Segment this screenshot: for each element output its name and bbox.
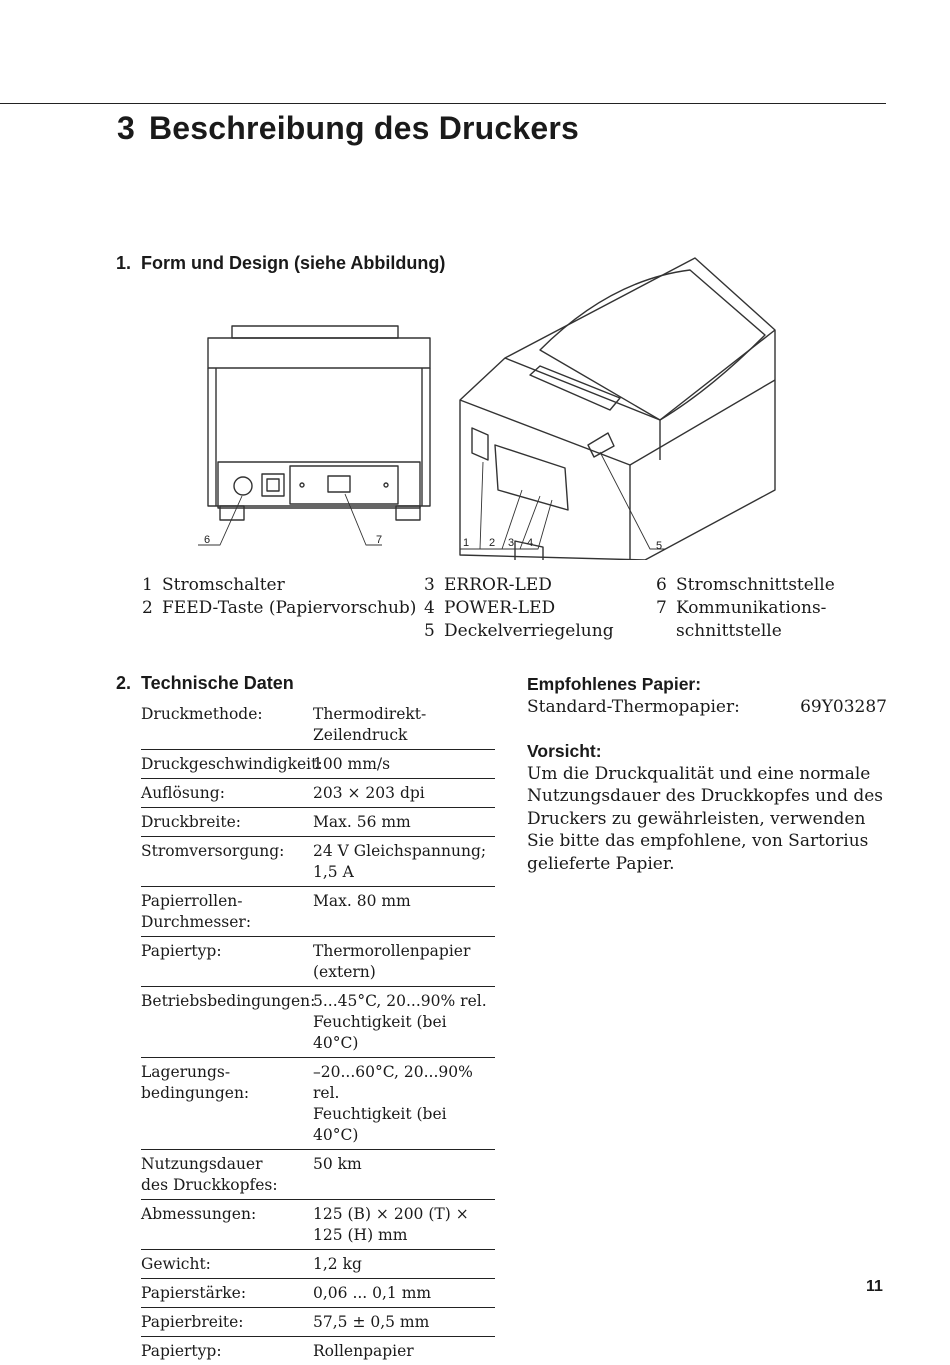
page-number: 11 — [866, 1278, 883, 1295]
legend-item: 5 Deckelverriegelung — [424, 621, 614, 641]
spec-label: Papierbreite: — [141, 1313, 244, 1331]
interface-plate — [290, 466, 398, 504]
front-panel — [495, 445, 568, 510]
legend-item: 2 FEED-Taste (Papiervorschub) — [142, 598, 417, 618]
section-number: 2. — [116, 673, 132, 693]
chapter-title-text: Beschreibung des Druckers — [149, 110, 580, 146]
spec-value: 5...45°C, 20...90% rel. Feuchtigkeit (bei 40°C) — [313, 992, 487, 1052]
spec-row — [141, 1279, 495, 1308]
spec-row — [141, 837, 495, 887]
callout-6: 6 — [204, 534, 211, 546]
paper-label: Standard-Thermopapier: — [527, 696, 740, 717]
legend-item: 1 Stromschalter — [142, 575, 285, 595]
spec-label: Druckgeschwindigkeit: — [141, 755, 323, 773]
spec-row — [141, 887, 495, 937]
paper-row — [527, 696, 887, 719]
spec-row — [141, 1250, 495, 1279]
callout-4: 4 — [527, 537, 534, 549]
spec-table — [141, 700, 495, 1365]
spec-row — [141, 808, 495, 837]
spec-value: 100 mm/s — [313, 755, 391, 773]
spec-row — [141, 987, 495, 1058]
spec-value: Rollenpapier — [313, 1342, 414, 1360]
spec-row — [141, 700, 495, 750]
spec-label: Druckbreite: — [141, 813, 241, 831]
section-title: Technische Daten — [141, 673, 294, 693]
caution-line: Nutzungsdauer des Druckkopfes und des — [527, 786, 884, 806]
power-switch — [472, 428, 488, 460]
section-heading-technical-data — [116, 673, 294, 694]
callout-3: 3 — [508, 537, 515, 549]
legend-item: 4 POWER-LED — [424, 598, 556, 618]
spec-label: Stromversorgung: — [141, 842, 285, 860]
spec-label: Papiertyp: — [141, 1342, 222, 1360]
caution-line: Um die Druckqualität und eine normale — [527, 763, 871, 784]
callout-1: 1 — [463, 537, 470, 549]
spec-value: Max. 80 mm — [313, 892, 411, 910]
spec-label: Druckmethode: — [141, 705, 263, 723]
spec-label: Papierrollen- Durchmesser: — [141, 892, 252, 931]
spec-value: 24 V Gleichspannung; 1,5 A — [313, 842, 487, 881]
legend-item: 7 Kommunikations- — [656, 598, 827, 618]
legend-item: 3 ERROR-LED — [424, 575, 552, 595]
spec-label: Gewicht: — [141, 1255, 211, 1273]
spec-value: Thermorollenpapier (extern) — [313, 942, 471, 981]
caution-block — [527, 740, 887, 875]
section-title: Form und Design (siehe Abbildung) — [141, 253, 446, 273]
spec-row — [141, 779, 495, 808]
spec-value: –20...60°C, 20...90% rel. Feuchtigkeit (bei 40°C) — [313, 1063, 473, 1144]
spec-value: 50 km — [313, 1155, 362, 1173]
spec-label: Betriebsbedingungen: — [141, 992, 316, 1010]
spec-value: Thermodirekt-Zeilendruck — [313, 705, 427, 744]
callout-2: 2 — [489, 537, 496, 549]
spec-value: 203 × 203 dpi — [313, 784, 425, 802]
callout-7: 7 — [376, 534, 383, 546]
spec-value: 125 (B) × 200 (T) × 125 (H) mm — [313, 1205, 469, 1244]
spec-row — [141, 1337, 495, 1365]
paper-code: 69Y03287 — [800, 696, 887, 717]
caution-line: Druckers zu gewährleisten, verwenden — [527, 808, 866, 829]
rear-view-top-lip — [232, 326, 398, 338]
legend-column-2 — [424, 574, 614, 643]
chapter-title — [117, 110, 579, 147]
spec-row — [141, 750, 495, 779]
spec-label: Auflösung: — [141, 784, 225, 802]
spec-value: Max. 56 mm — [313, 813, 411, 831]
comm-port-icon — [262, 474, 284, 496]
callout-5: 5 — [656, 540, 663, 552]
legend-column-3 — [656, 574, 835, 643]
spec-value: 0,06 ... 0,1 mm — [313, 1284, 432, 1302]
recommended-paper-block — [527, 673, 887, 718]
printer-illustration — [190, 250, 790, 560]
legend-column-1 — [142, 574, 416, 620]
rear-view-body — [208, 368, 430, 506]
caution-line: Sie bitte das empfohlene, von Sartorius — [527, 831, 869, 851]
spec-row — [141, 1150, 495, 1200]
spec-label: Nutzungsdauer des Druckkopfes: — [141, 1155, 278, 1194]
rear-view-top-body — [208, 338, 430, 368]
spec-label: Papiertyp: — [141, 942, 222, 960]
spec-value: 1,2 kg — [313, 1255, 362, 1273]
spec-value: 57,5 ± 0,5 mm — [313, 1313, 430, 1331]
legend-item: 6 Stromschnittstelle — [656, 575, 835, 595]
header-rule — [0, 103, 886, 104]
paper-title: Empfohlenes Papier: — [527, 674, 702, 694]
power-connector-icon — [234, 477, 252, 495]
caution-line: gelieferte Papier. — [527, 853, 675, 874]
spec-row — [141, 1308, 495, 1337]
chapter-number: 3 — [117, 110, 135, 146]
legend-item: schnittstelle — [676, 621, 782, 641]
spec-label: Papierstärke: — [141, 1284, 247, 1302]
spec-row — [141, 937, 495, 987]
caution-title: Vorsicht: — [527, 741, 602, 761]
spec-row — [141, 1200, 495, 1250]
section-number: 1. — [116, 253, 132, 273]
spec-label: Abmessungen: — [141, 1205, 257, 1223]
spec-row — [141, 1058, 495, 1150]
spec-label: Lagerungs- bedingungen: — [141, 1063, 250, 1102]
rear-view-panel — [218, 462, 420, 508]
printer-cover — [540, 270, 765, 420]
